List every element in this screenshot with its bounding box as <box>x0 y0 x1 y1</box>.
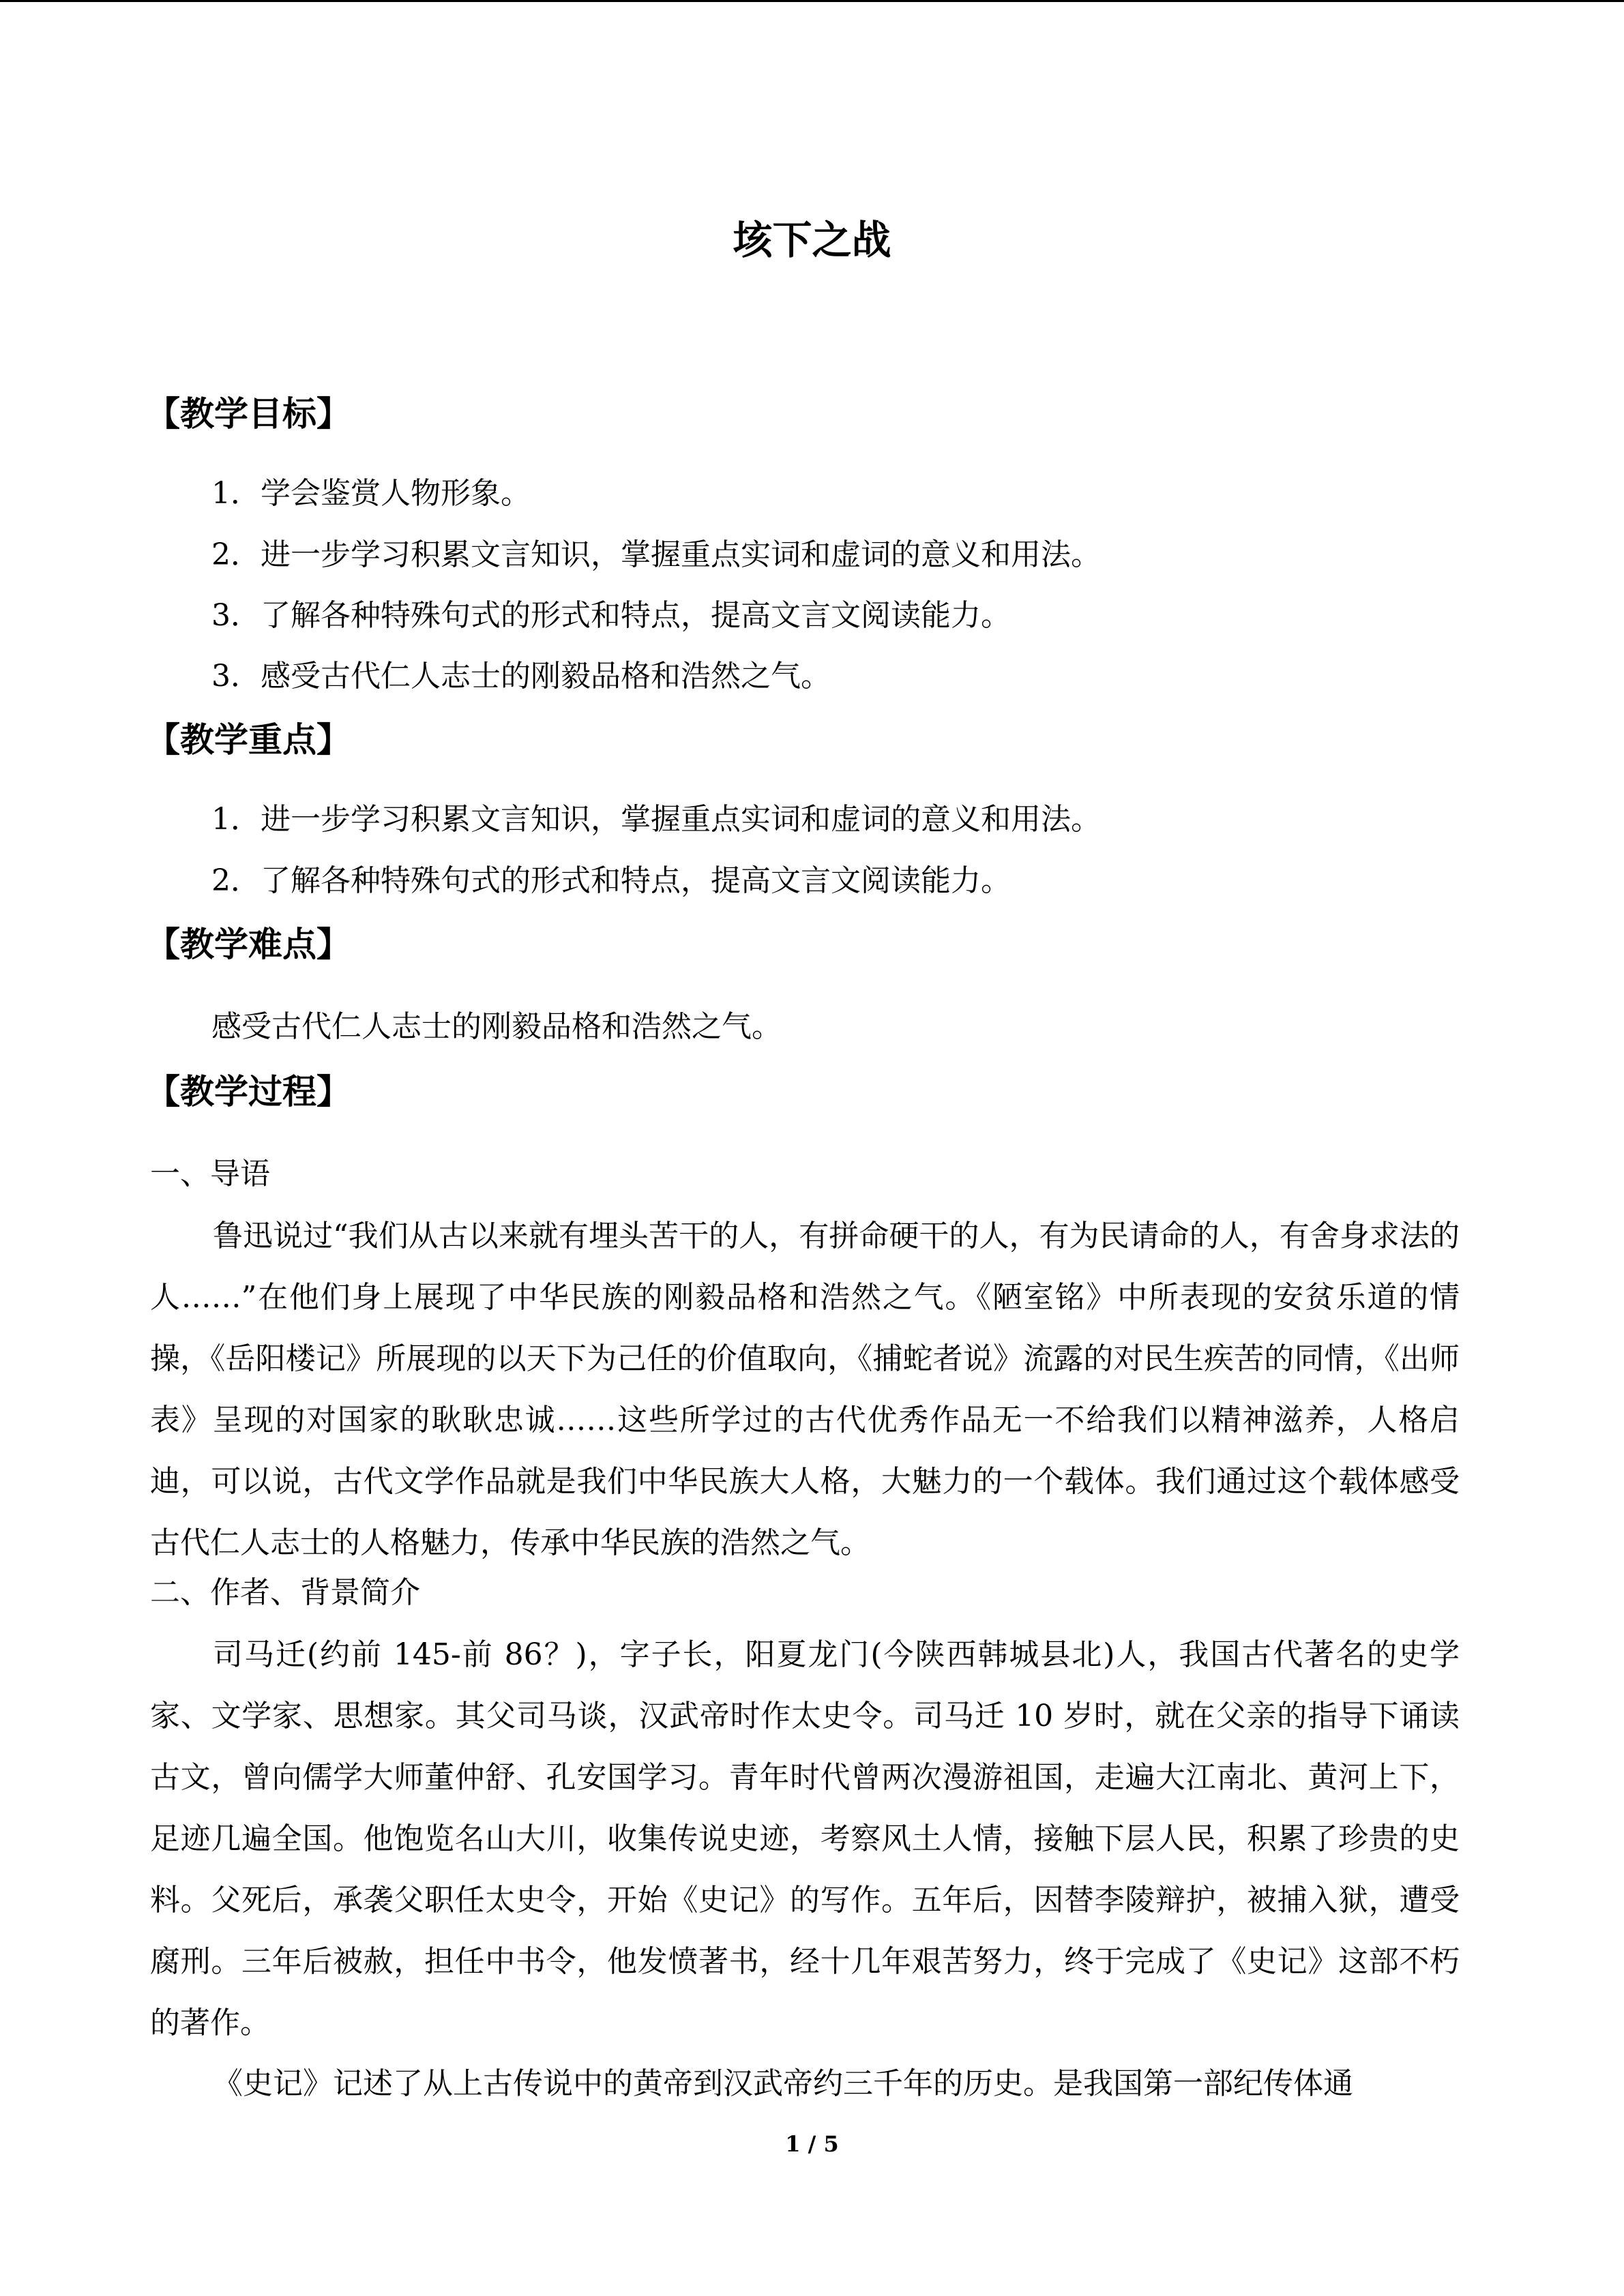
heading-difficulties: 【教学难点】 <box>146 925 351 964</box>
heading-process: 【教学过程】 <box>146 1072 351 1112</box>
key-point-item-2: 2．了解各种特殊句式的形式和特点，提高文言文阅读能力。 <box>211 863 1011 898</box>
heading-objectives: 【教学目标】 <box>146 394 351 434</box>
page-number: 1 / 5 <box>785 2131 839 2157</box>
process-part2-paragraph-2: 《史记》记述了从上古传说中的黄帝到汉武帝约三千年的历史。是我国第一部纪传体通 <box>213 2066 1353 2101</box>
process-part1-paragraph: 鲁迅说过“我们从古以来就有埋头苦干的人，有拼命硬干的人，有为民请命的人，有舍身求法的人……”在他们身上展现了中华民族的刚毅品格和浩然之气。《陋室铭》中所表现的安贫乐道的情操，《岳阳楼记》所展现的以天下为己任的价值取向，《捕蛇者说》流露的对民生疾苦的同情，《出师表》呈现的对国家的耿耿忠诚……这些所学过的古代优秀作品无一不给我们以精神滋养，人格启迪，可以说，古代文学作品就是我们中华民族大人格，大魅力的一个载体。我们通过这个载体感受古代仁人志士的人格魅力，传承中华民族的浩然之气。 <box>150 1219 1460 1560</box>
heading-key-points: 【教学重点】 <box>146 720 351 760</box>
objective-item-1: 1．学会鉴赏人物形象。 <box>211 476 531 511</box>
process-part2-heading: 二、作者、背景简介 <box>150 1575 420 1610</box>
document-title: 垓下之战 <box>733 217 891 263</box>
difficulty-text: 感受古代仁人志士的刚毅品格和浩然之气。 <box>211 1009 782 1044</box>
key-point-item-1: 1．进一步学习积累文言知识，掌握重点实词和虚词的意义和用法。 <box>211 802 1101 837</box>
objective-item-3: 3．了解各种特殊句式的形式和特点，提高文言文阅读能力。 <box>211 598 1011 633</box>
process-part1-heading: 一、导语 <box>150 1157 270 1191</box>
objective-item-2: 2．进一步学习积累文言知识，掌握重点实词和虚词的意义和用法。 <box>211 537 1101 572</box>
objective-item-4: 3．感受古代仁人志士的刚毅品格和浩然之气。 <box>211 659 831 694</box>
process-part2-paragraph: 司马迁(约前 145-前 86？)，字子长，阳夏龙门(今陕西韩城县北)人，我国古代著名的史学家、文学家、思想家。其父司马谈，汉武帝时作太史令。司马迁 10 岁时，就在父亲的指导下诵读古文，曾向儒学大师董仲舒、孔安国学习。青年时代曾两次漫游祖国，走遍大江南北、黄河上下，足迹几遍全国。他饱览名山大川，收集传说史迹，考察风土人情，接触下层人民，积累了珍贵的史料。父死后，承袭父职任太史令，开始《史记》的写作。五年后，因替李陵辩护，被捕入狱，遭受腐刑。三年后被赦，担任中书令，他发愤著书，经十几年艰苦努力，终于完成了《史记》这部不朽的著作。 <box>150 1637 1460 2040</box>
top-border-line <box>0 0 1624 2</box>
